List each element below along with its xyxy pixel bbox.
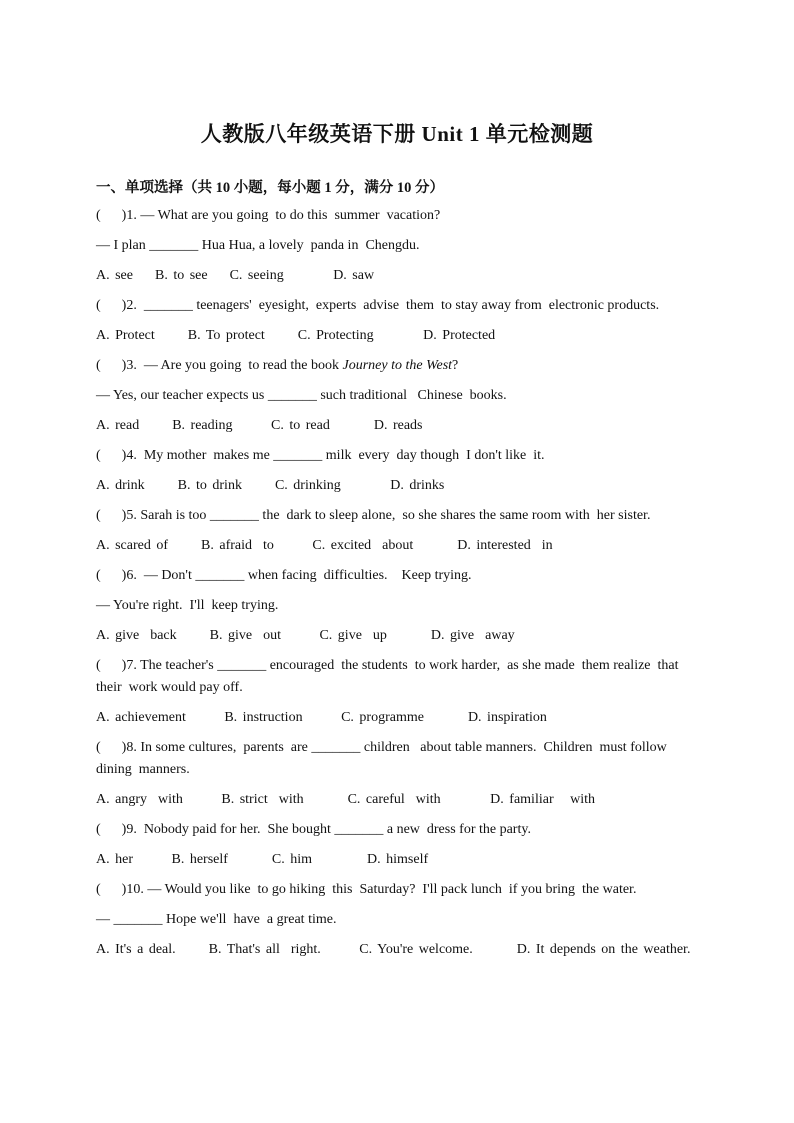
question-stem: ( )5. Sarah is too _______ the dark to sleep alone, so she shares the same room with her sister.	[96, 508, 651, 523]
question-reply: — Yes, our teacher expects us _______ such traditional Chinese books.	[96, 388, 507, 403]
question-stem: ( )7. The teacher's _______ encouraged the students to work harder, as she made them realize that their work would pay off.	[96, 658, 683, 695]
question-options: A. scared of B. afraid to C. excited about D. interested in	[96, 538, 553, 553]
question-stem-text: ?	[452, 358, 459, 373]
question-stem: ( )2. _______ teenagers' eyesight, experts advise them to stay away from electronic products.	[96, 298, 660, 313]
question-stem-text: ( )3. — Are you going to read the book	[96, 358, 343, 373]
question-options: A. give back B. give out C. give up D. give away	[96, 628, 515, 643]
section-heading: 一、单项选择（共 10 小题，每小题 1 分，满分 10 分）	[96, 180, 444, 196]
question-options: A. drink B. to drink C. drinking D. drinks	[96, 478, 445, 493]
question-list	[96, 205, 701, 969]
question-reply: — I plan _______ Hua Hua, a lovely panda in Chengdu.	[96, 238, 420, 253]
question-options: A. read B. reading C. to read D. reads	[96, 418, 423, 433]
book-title: Journey to the West	[342, 358, 453, 373]
question-stem: ( )8. In some cultures, parents are _______ children about table manners. Children must follow dining manners.	[96, 740, 674, 777]
question-options: A. her B. herself C. him D. himself	[96, 852, 429, 867]
question-stem: ( )1. — What are you going to do this summer vacation?	[96, 208, 441, 223]
question-stem: ( )9. Nobody paid for her. She bought _______ a new dress for the party.	[96, 822, 531, 837]
question-reply: — _______ Hope we'll have a great time.	[96, 912, 337, 927]
question-reply: — You're right. I'll keep trying.	[96, 598, 279, 613]
question-options: A. see B. to see C. seeing D. saw	[96, 268, 375, 283]
question-stem	[96, 355, 701, 377]
question-options: A. Protect B. To protect C. Protecting D. Protected	[96, 328, 496, 343]
question-options: A. It's a deal. B. That's all right. C. You're welcome. D. It depends on the weather.	[96, 942, 691, 957]
question-options: A. achievement B. instruction C. programme D. inspiration	[96, 710, 547, 725]
question-stem: ( )6. — Don't _______ when facing difficulties. Keep trying.	[96, 568, 472, 583]
question-options: A. angry with B. strict with C. careful with D. familiar with	[96, 792, 595, 807]
page-title: 人教版八年级英语下册 Unit 1 单元检测题	[200, 122, 594, 146]
question-stem: ( )4. My mother makes me _______ milk every day though I don't like it.	[96, 448, 545, 463]
question-stem: ( )10. — Would you like to go hiking this Saturday? I'll pack lunch if you bring the water.	[96, 882, 637, 897]
